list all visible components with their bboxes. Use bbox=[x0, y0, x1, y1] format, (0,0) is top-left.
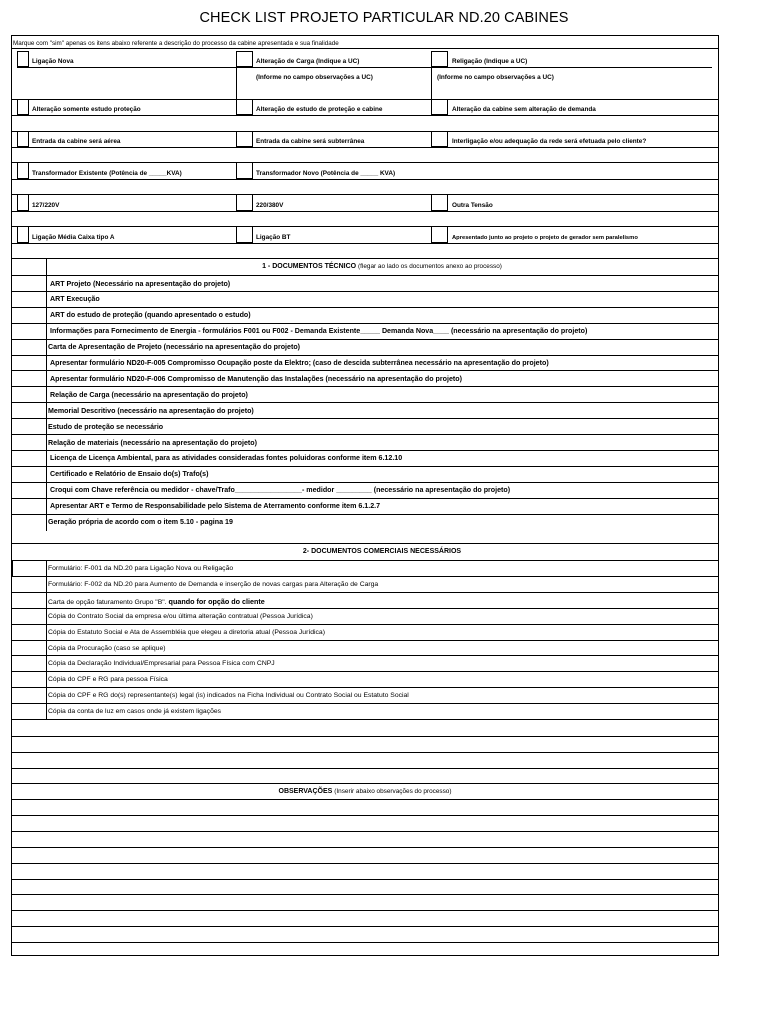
list-item: ART do estudo de proteção (quando apresentado o estudo) bbox=[50, 311, 251, 320]
table-row-divider bbox=[12, 339, 718, 340]
observacoes-title: OBSERVAÇÕES (Inserir abaixo observações do processo) bbox=[278, 788, 452, 795]
divider bbox=[236, 67, 237, 99]
observation-line[interactable] bbox=[12, 847, 718, 848]
document-checkbox[interactable] bbox=[12, 498, 46, 514]
divider bbox=[12, 179, 718, 180]
checkbox-transformador-novo[interactable] bbox=[236, 162, 253, 179]
list-item-emphasis: quando for opção do cliente bbox=[166, 596, 265, 606]
checkbox-entrada-aerea[interactable] bbox=[17, 131, 29, 147]
list-item-text: Cópia do Contrato Social da empresa e/ou última alteração contratual (Pessoa Jurídica) bbox=[48, 612, 313, 620]
note-text: (Informe no campo observações a UC) bbox=[437, 74, 554, 81]
divider bbox=[12, 48, 718, 49]
document-checkbox[interactable] bbox=[12, 434, 46, 450]
observation-line[interactable] bbox=[12, 815, 718, 816]
list-item: Geração própria de acordo com o item 5.10 - pagina 19 bbox=[48, 518, 233, 526]
list-item: Informações para Fornecimento de Energia - formulários F001 ou F002 - Demanda Existente_____ Demanda Nova____ (necessário na apresentação do projeto) bbox=[50, 327, 588, 336]
observation-line[interactable] bbox=[12, 879, 718, 880]
table-row-divider bbox=[12, 466, 718, 467]
document-checkbox[interactable] bbox=[12, 323, 46, 339]
divider bbox=[431, 67, 432, 99]
list-item bbox=[48, 645, 166, 652]
divider bbox=[12, 560, 718, 561]
checkbox-alteracao-estudo[interactable] bbox=[17, 99, 29, 115]
document-checkbox[interactable] bbox=[12, 370, 46, 386]
list-item: Apresentar formulário ND20-F-005 Compromisso Ocupação poste da Elektro; (caso de descida subterrânea necessário na apresentação do projeto) bbox=[50, 359, 549, 367]
table-row-divider bbox=[12, 386, 718, 387]
page-title: CHECK LIST PROJETO PARTICULAR ND.20 CABINES bbox=[199, 10, 569, 26]
note-text: (Informe no campo observações a UC) bbox=[256, 74, 373, 81]
section2-title: 2- DOCUMENTOS COMERCIAIS NECESSÁRIOS bbox=[302, 548, 462, 555]
list-item-text: Formulário: F-002 da ND.20 para Aumento de Demanda e inserção de novas cargas para Alteração de Carga bbox=[48, 580, 379, 588]
list-item: Relação de Carga (necessário na apresentação do projeto) bbox=[50, 390, 248, 399]
table-row-divider bbox=[12, 275, 718, 276]
list-item: Relação de materiais (necessário na apresentação do projeto) bbox=[48, 438, 257, 447]
option-label: Outra Tensão bbox=[452, 202, 493, 209]
checkbox-interligacao[interactable] bbox=[431, 131, 448, 147]
observation-line[interactable] bbox=[12, 863, 718, 864]
table-row-divider bbox=[12, 624, 718, 625]
table-row-divider bbox=[12, 655, 718, 656]
divider bbox=[17, 67, 712, 68]
table-row-divider bbox=[12, 719, 718, 720]
table-row-divider bbox=[12, 370, 718, 371]
checkbox-127-220v[interactable] bbox=[17, 194, 29, 211]
document-checkbox[interactable] bbox=[12, 402, 46, 418]
table-row-divider bbox=[12, 418, 718, 419]
divider bbox=[12, 211, 718, 212]
list-item-text: Cópia do CPF e RG do(s) representante(s) legal (is) indicados na Ficha Individual ou Contrato Social ou Estatuto Social bbox=[48, 692, 409, 700]
list-item bbox=[48, 676, 168, 683]
list-item: Carta de Apresentação de Projeto (necessário na apresentação do projeto) bbox=[48, 343, 301, 352]
option-label: Entrada da cabine será aérea bbox=[32, 138, 121, 145]
checkbox-section2[interactable] bbox=[12, 560, 47, 577]
list-item-text: Cópia da Procuração (caso se aplique) bbox=[48, 644, 166, 652]
observation-line[interactable] bbox=[12, 894, 718, 895]
document-checkbox[interactable] bbox=[12, 339, 46, 355]
list-item: Croqui com Chave referência ou medidor - chave/Trafo_________________- medidor _________ (necessário na apresentação do projeto) bbox=[50, 486, 511, 495]
document-checkbox[interactable] bbox=[12, 482, 46, 498]
divider bbox=[12, 243, 718, 244]
table-row-divider bbox=[12, 482, 718, 483]
checkbox-ligacao-media[interactable] bbox=[17, 226, 29, 243]
list-item: Memorial Descritivo (necessário na apresentação do projeto) bbox=[48, 406, 254, 415]
divider bbox=[12, 147, 718, 148]
divider bbox=[12, 752, 718, 753]
checkbox-alteracao-estudo-cabine[interactable] bbox=[236, 99, 253, 115]
document-checkbox[interactable] bbox=[12, 355, 46, 371]
observation-line[interactable] bbox=[12, 942, 718, 943]
checklist-form bbox=[11, 35, 719, 956]
option-label: Transformador Novo (Potência de _____ KVA) bbox=[256, 170, 396, 177]
option-label: Entrada da cabine será subterrânea bbox=[256, 138, 365, 145]
list-item-text: Carta de opção faturamento Grupo "B". bbox=[48, 598, 167, 606]
document-checkbox[interactable] bbox=[12, 307, 46, 323]
table-row-divider bbox=[12, 671, 718, 672]
checkbox-transformador-existente[interactable] bbox=[17, 162, 29, 179]
document-checkbox[interactable] bbox=[12, 291, 46, 307]
list-item: Estudo de proteção se necessário bbox=[48, 422, 164, 431]
table-row-divider bbox=[12, 592, 718, 593]
option-label: Ligação BT bbox=[256, 234, 291, 241]
observation-line[interactable] bbox=[12, 910, 718, 911]
document-checkbox[interactable] bbox=[12, 386, 46, 402]
table-row-divider bbox=[12, 608, 718, 609]
table-row-divider bbox=[12, 450, 718, 451]
list-item: Certificado e Relatório de Ensaio do(s) Trafo(s) bbox=[50, 470, 209, 479]
list-item bbox=[48, 708, 221, 715]
checkbox-column-line bbox=[46, 258, 47, 531]
divider bbox=[12, 736, 718, 737]
option-label: Alteração de estudo de proteção e cabine bbox=[256, 106, 383, 113]
list-item-text: Cópia da conta de luz em casos onde já existem ligações bbox=[48, 708, 222, 716]
table-row-divider bbox=[12, 687, 718, 688]
list-item bbox=[48, 581, 378, 588]
table-row-divider bbox=[12, 498, 718, 499]
checkbox-alteracao-cabine[interactable] bbox=[431, 99, 448, 115]
checkbox-ligacao-nova[interactable] bbox=[17, 51, 29, 67]
table-row-divider bbox=[12, 576, 718, 577]
option-label: Ligação Nova bbox=[32, 58, 74, 65]
table-row-divider bbox=[12, 307, 718, 308]
observation-line[interactable] bbox=[12, 831, 718, 832]
option-label: Transformador Existente (Potência de _____KVA) bbox=[32, 170, 182, 177]
divider bbox=[12, 162, 718, 163]
checkbox-gerador[interactable] bbox=[431, 226, 448, 243]
list-item bbox=[48, 565, 233, 572]
list-item: ART Execução bbox=[50, 295, 100, 304]
list-item-text: Cópia do Estatuto Social e Ata de Assembléia que elegeu a diretoria atual (Pessoa Jurídica) bbox=[48, 628, 325, 636]
option-label: Alteração da cabine sem alteração de demanda bbox=[452, 106, 596, 113]
divider bbox=[12, 99, 718, 100]
list-item-text: Cópia do CPF e RG para pessoa Física bbox=[48, 676, 168, 684]
divider bbox=[12, 258, 718, 259]
checkbox-alteracao-carga[interactable] bbox=[236, 51, 253, 67]
list-item-text: Cópia da Declaração Individual/Empresarial para Pessoa Física com CNPJ bbox=[48, 660, 275, 668]
table-row-divider bbox=[12, 402, 718, 403]
table-row-divider bbox=[12, 514, 718, 515]
table-row-divider bbox=[12, 291, 718, 292]
divider bbox=[12, 131, 718, 132]
checkbox-outra-tensao[interactable] bbox=[431, 194, 448, 211]
document-checkbox[interactable] bbox=[12, 450, 46, 466]
option-label: 220/380V bbox=[256, 202, 284, 209]
list-item: Apresentar formulário ND20-F-006 Compromisso de Manutenção das Instalações (necessário na apresentação do projeto) bbox=[50, 374, 462, 383]
list-item bbox=[48, 597, 265, 606]
table-row-divider bbox=[12, 703, 718, 704]
option-label: Alteração de Carga (Indique a UC) bbox=[256, 58, 360, 65]
instruction-text: Marque com "sim" apenas os itens abaixo referente a descrição do processo da cabine apresentada e sua finalidade bbox=[13, 40, 339, 47]
checkbox-220-380v[interactable] bbox=[236, 194, 253, 211]
option-label: Ligação Média Caixa tipo A bbox=[32, 234, 115, 241]
document-checkbox[interactable] bbox=[12, 275, 46, 291]
divider bbox=[12, 543, 718, 544]
checkbox-entrada-subterranea[interactable] bbox=[236, 131, 253, 147]
observation-line[interactable] bbox=[12, 926, 718, 927]
table-row-divider bbox=[12, 434, 718, 435]
option-label: 127/220V bbox=[32, 202, 60, 209]
checkbox-ligacao-bt[interactable] bbox=[236, 226, 253, 243]
list-item bbox=[48, 629, 325, 636]
option-label: Apresentado junto ao projeto o projeto de gerador sem paralelismo bbox=[452, 235, 638, 241]
option-label: Alteração somente estudo proteção bbox=[32, 106, 141, 113]
table-row-divider bbox=[12, 323, 718, 324]
list-item: Apresentar ART e Termo de Responsabilidade pelo Sistema de Aterramento conforme item 6.1.2.7 bbox=[50, 502, 381, 511]
divider bbox=[12, 194, 718, 195]
list-item bbox=[48, 613, 313, 620]
list-item bbox=[48, 692, 409, 699]
table-row-divider bbox=[12, 640, 718, 641]
option-label: Interligação e/ou adequação da rede será efetuada pelo cliente? bbox=[452, 138, 647, 145]
list-item bbox=[48, 660, 275, 667]
list-item: Licença de Licença Ambiental, para as atividades consideradas fontes poluidoras conforme item 6.12.10 bbox=[50, 454, 403, 463]
divider bbox=[12, 768, 718, 769]
section1-title: 1 - DOCUMENTOS TÉCNICO (flegar ao lado os documentos anexo ao processo) bbox=[262, 263, 502, 270]
checkbox-religacao[interactable] bbox=[431, 51, 448, 67]
document-checkbox[interactable] bbox=[12, 514, 46, 530]
option-label: Religação (Indique a UC) bbox=[452, 58, 528, 65]
list-item-text: Formulário: F-001 da ND.20 para Ligação Nova ou Religação bbox=[48, 565, 234, 572]
observation-line[interactable] bbox=[12, 799, 718, 800]
divider bbox=[12, 115, 718, 116]
document-checkbox[interactable] bbox=[12, 466, 46, 482]
table-row-divider bbox=[12, 355, 718, 356]
divider bbox=[12, 783, 718, 784]
list-item: ART Projeto (Necessário na apresentação do projeto) bbox=[50, 279, 231, 288]
divider bbox=[12, 226, 718, 227]
document-checkbox[interactable] bbox=[12, 418, 46, 434]
